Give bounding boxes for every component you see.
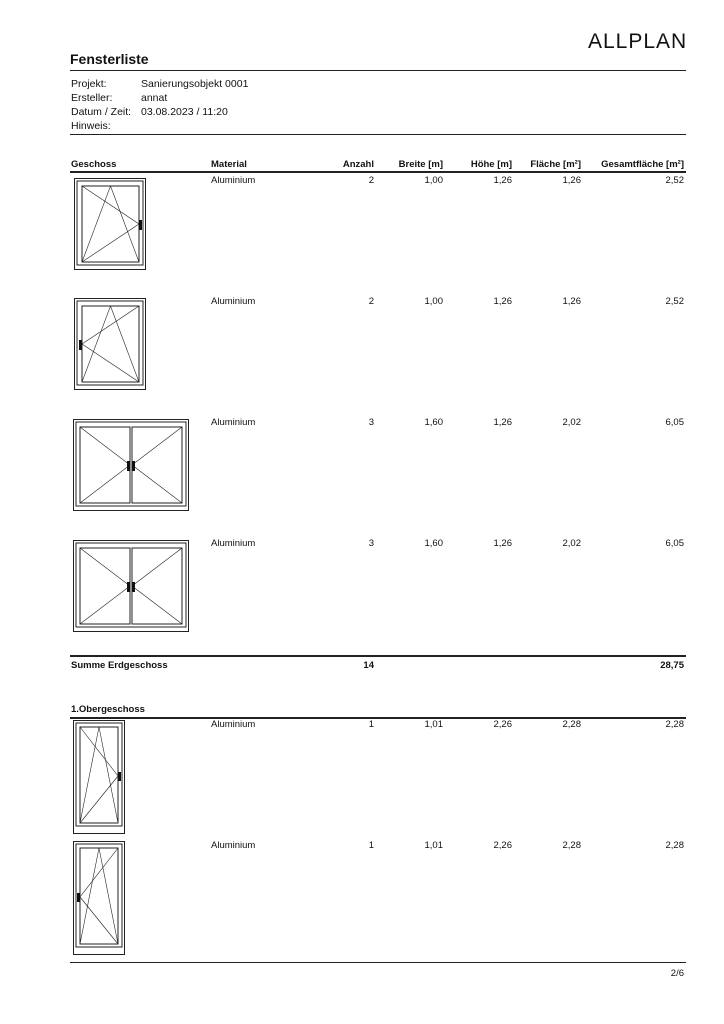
window-double-casement-icon (73, 540, 189, 632)
hoehe-cell: 1,26 (493, 417, 512, 428)
datetime-value: 03.08.2023 / 11:20 (141, 106, 228, 118)
datetime-label: Datum / Zeit: (71, 106, 132, 118)
flaeche-cell: 2,28 (562, 840, 581, 851)
meta-divider (70, 134, 686, 135)
window-single-tilt-turn-right-icon (74, 178, 146, 270)
flaeche-cell: 1,26 (562, 296, 581, 307)
hoehe-cell: 1,26 (493, 296, 512, 307)
gesamtflaeche-cell: 2,28 (665, 840, 684, 851)
author-label: Ersteller: (71, 92, 113, 104)
section-divider (70, 717, 686, 719)
header-divider (70, 70, 686, 71)
sum-divider (70, 655, 686, 657)
author-value: annat (141, 92, 168, 104)
anzahl-cell: 3 (368, 538, 374, 549)
project-value: Sanierungsobjekt 0001 (141, 78, 249, 90)
gesamtflaeche-cell: 2,52 (665, 175, 684, 186)
material-cell: Aluminium (211, 417, 256, 428)
flaeche-cell: 2,28 (562, 719, 581, 730)
door-window-tall-tilt-turn-left-icon (73, 841, 125, 955)
section-heading-obergeschoss: 1.Obergeschoss (71, 704, 145, 715)
material-cell: Aluminium (211, 719, 256, 730)
breite-cell: 1,00 (424, 175, 443, 186)
anzahl-cell: 3 (368, 417, 374, 428)
project-label: Projekt: (71, 78, 107, 90)
column-header-divider (70, 171, 686, 173)
anzahl-cell: 2 (368, 175, 374, 186)
column-header-hoehe: Höhe [m] (470, 159, 512, 170)
column-header-geschoss: Geschoss (71, 159, 117, 170)
hoehe-cell: 1,26 (493, 175, 512, 186)
breite-cell: 1,01 (424, 719, 443, 730)
anzahl-cell: 1 (368, 840, 374, 851)
anzahl-cell: 1 (368, 719, 374, 730)
hoehe-cell: 2,26 (493, 840, 512, 851)
column-header-breite: Breite [m] (398, 159, 443, 170)
window-double-casement-icon (73, 419, 189, 511)
material-cell: Aluminium (211, 296, 256, 307)
column-header-material: Material (211, 159, 247, 170)
gesamtflaeche-cell: 2,28 (665, 719, 684, 730)
gesamtflaeche-cell: 6,05 (665, 538, 684, 549)
column-header-flaeche: Fläche [m²] (530, 159, 581, 170)
door-window-tall-tilt-turn-right-icon (73, 720, 125, 834)
sum-label: Summe Erdgeschoss (71, 660, 168, 671)
allplan-logo: ALLPLAN (588, 30, 688, 53)
footer-divider (70, 962, 686, 963)
breite-cell: 1,60 (424, 417, 443, 428)
anzahl-cell: 2 (368, 296, 374, 307)
hoehe-cell: 1,26 (493, 538, 512, 549)
window-single-tilt-turn-left-icon (74, 298, 146, 390)
breite-cell: 1,00 (424, 296, 443, 307)
flaeche-cell: 2,02 (562, 417, 581, 428)
sum-anzahl: 14 (363, 660, 374, 671)
flaeche-cell: 2,02 (562, 538, 581, 549)
hoehe-cell: 2,26 (493, 719, 512, 730)
column-header-anzahl: Anzahl (342, 159, 374, 170)
breite-cell: 1,01 (424, 840, 443, 851)
column-header-gesamtflaeche: Gesamtfläche [m²] (601, 159, 684, 170)
gesamtflaeche-cell: 6,05 (665, 417, 684, 428)
flaeche-cell: 1,26 (562, 175, 581, 186)
sum-gesamtflaeche: 28,75 (660, 660, 684, 671)
material-cell: Aluminium (211, 538, 256, 549)
breite-cell: 1,60 (424, 538, 443, 549)
note-label: Hinweis: (71, 120, 111, 132)
gesamtflaeche-cell: 2,52 (665, 296, 684, 307)
material-cell: Aluminium (211, 840, 256, 851)
material-cell: Aluminium (211, 175, 256, 186)
page-title: Fensterliste (70, 51, 149, 67)
page-number: 2/6 (670, 968, 684, 979)
